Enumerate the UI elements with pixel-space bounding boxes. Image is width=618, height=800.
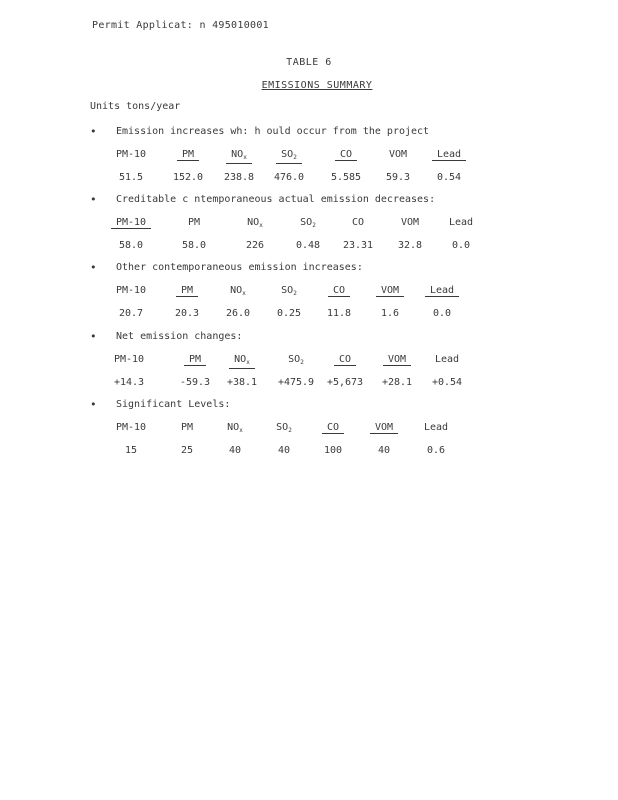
value-cell: -59.3 [179,377,211,388]
value-cell: 1.6 [380,308,400,319]
value-cell: +475.9 [277,377,315,388]
column-header: $NO_x$ [214,354,270,369]
value-cell: 15 [124,445,138,456]
column-header: $SO_2$ [288,354,304,366]
column-header: CO [317,354,373,366]
column-header: PM-10 [115,285,147,296]
column-header: VOM [356,422,412,434]
column-header: $SO_2$ [281,285,297,297]
column-header: PM [167,354,223,366]
units-line: Units tons/year [90,101,181,112]
value-cell: 25 [180,445,194,456]
value-cell: +14.3 [113,377,145,388]
value-cell: 0.0 [451,240,471,251]
bullet-icon: • [90,330,97,343]
section-title: Creditable c ntemporaneous actual emission decreases: [116,194,436,205]
column-header: $NO_x$ [211,149,267,164]
value-cell: 0.25 [276,308,302,319]
bullet-icon: • [90,193,97,206]
value-cell: 58.0 [181,240,207,251]
value-cell: +5,673 [326,377,364,388]
bullet-icon: • [90,125,97,138]
column-header: Lead [421,149,477,161]
value-cell: 0.54 [436,172,462,183]
column-header: VOM [369,354,425,366]
value-cell: 40 [228,445,242,456]
column-header: PM [160,149,216,161]
column-header: CO [318,149,374,161]
value-cell: 5.585 [330,172,362,183]
value-cell: 40 [377,445,391,456]
column-header: Lead [414,285,470,297]
bullet-icon: • [90,261,97,274]
table-subtitle: EMISSIONS SUMMARY [261,80,373,91]
column-header: Lead [448,217,474,228]
value-cell: 59.3 [385,172,411,183]
value-cell: +38.1 [226,377,258,388]
value-cell: 11.8 [326,308,352,319]
value-cell: 226 [245,240,265,251]
column-header: $NO_x$ [247,217,263,229]
column-header: PM-10 [113,354,145,365]
value-cell: 26.0 [225,308,251,319]
column-header: Lead [434,354,460,365]
value-cell: 100 [323,445,343,456]
column-header: $SO_2$ [261,149,317,164]
column-header: CO [311,285,367,297]
column-header: PM-10 [115,149,147,160]
section-title: Emission increases wh: h ould occur from the project [116,126,430,137]
section-title: Net emission changes: [116,331,243,342]
column-header: PM-10 [103,217,159,229]
bullet-icon: • [90,398,97,411]
value-cell: 20.3 [174,308,200,319]
value-cell: 152.0 [172,172,204,183]
column-header: $SO_2$ [300,217,316,229]
value-cell: 476.0 [273,172,305,183]
column-header: PM [187,217,201,228]
column-header: VOM [362,285,418,297]
column-header: CO [351,217,365,228]
value-cell: 238.8 [223,172,255,183]
column-header: PM [180,422,194,433]
value-cell: 0.6 [426,445,446,456]
column-header: VOM [388,149,408,160]
section-title: Significant Levels: [116,399,231,410]
value-cell: 0.0 [432,308,452,319]
column-header: PM [159,285,215,297]
column-header: $NO_x$ [227,422,243,434]
value-cell: 32.8 [397,240,423,251]
value-cell: 51.5 [118,172,144,183]
value-cell: +28.1 [381,377,413,388]
column-header: $NO_x$ [230,285,246,297]
section-title: Other contemporaneous emission increases: [116,262,363,273]
column-header: VOM [400,217,420,228]
value-cell: 40 [277,445,291,456]
column-header: Lead [423,422,449,433]
value-cell: 23.31 [342,240,374,251]
value-cell: +0.54 [431,377,463,388]
value-cell: 20.7 [118,308,144,319]
column-header: CO [305,422,361,434]
table-title: TABLE 6 [286,57,332,68]
column-header: $SO_2$ [276,422,292,434]
column-header: PM-10 [115,422,147,433]
value-cell: 58.0 [118,240,144,251]
value-cell: 0.48 [295,240,321,251]
permit-header: Permit Applicat: n 495010001 [92,20,269,31]
